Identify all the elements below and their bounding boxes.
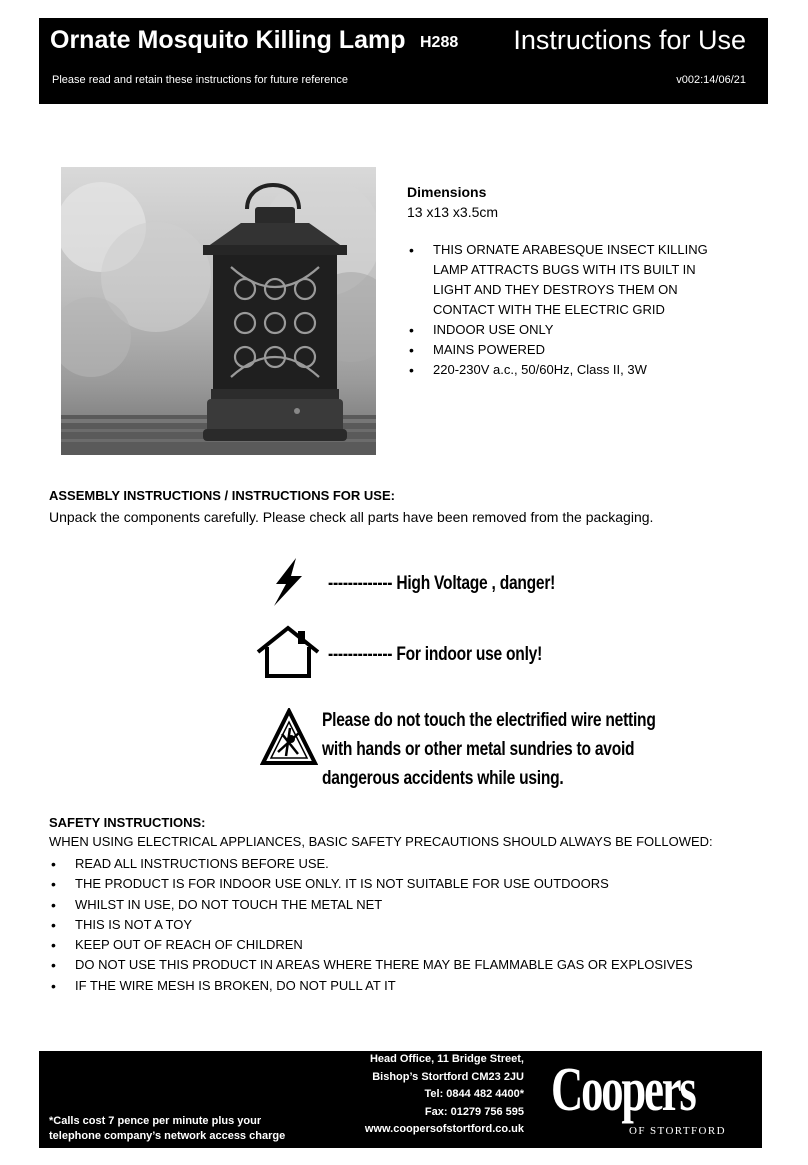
fax-line: Fax: 01279 756 595 (424, 1105, 524, 1118)
header-subtitle: Please read and retain these instructions for future reference (52, 74, 348, 86)
touch-warning-line: Please do not touch the electrified wire netting (322, 710, 656, 731)
instructions-title: Instructions for Use (513, 25, 746, 55)
mosquito-lamp-photo (61, 167, 376, 455)
safety-heading: SAFETY INSTRUCTIONS: (49, 815, 206, 830)
indoor-warning-text: For indoor use only! (396, 644, 543, 665)
list-item: • IF THE WIRE MESH IS BROKEN, DO NOT PULL AT IT (49, 976, 693, 996)
list-item: • INDOOR USE ONLY (407, 320, 727, 340)
indoor-warning (328, 644, 542, 666)
product-code: H288 (420, 34, 459, 51)
list-item: • THIS ORNATE ARABESQUE INSECT KILLING LAMP ATTRACTS BUGS WITH ITS BUILT IN LIGHT AND THEY DESTROYS THEM ON CONTACT WITH THE ELECTRIC GRID (407, 240, 727, 320)
version-label: v002:14/06/21 (676, 74, 746, 86)
call-cost-note (49, 1114, 285, 1144)
dash-line: ------------- (328, 644, 393, 665)
voltage-warning (328, 573, 555, 595)
lightning-bolt-icon (270, 556, 306, 608)
note-line: telephone company’s network access charge (49, 1130, 286, 1142)
house-icon (255, 625, 321, 680)
touch-warning-line: with hands or other metal sundries to avoid (322, 739, 635, 760)
list-item: • DO NOT USE THIS PRODUCT IN AREAS WHERE THERE MAY BE FLAMMABLE GAS OR EXPLOSIVES (49, 955, 693, 975)
dimensions-value: 13 x13 x3.5cm (407, 204, 499, 220)
touch-warning-line: dangerous accidents while using. (322, 768, 564, 789)
list-item: • THE PRODUCT IS FOR INDOOR USE ONLY. IT IS NOT SUITABLE FOR USE OUTDOORS (49, 874, 693, 894)
safety-intro: WHEN USING ELECTRICAL APPLIANCES, BASIC SAFETY PRECAUTIONS SHOULD ALWAYS BE FOLLOWED: (49, 834, 713, 849)
address-line: Head Office, 11 Bridge Street, (369, 1053, 524, 1065)
dimensions-label: Dimensions (407, 184, 487, 200)
assembly-heading: ASSEMBLY INSTRUCTIONS / INSTRUCTIONS FOR USE: (49, 488, 395, 503)
list-item: • WHILST IN USE, DO NOT TOUCH THE METAL NET (49, 895, 693, 915)
touch-warning (322, 706, 656, 793)
dimensions-block (407, 182, 498, 222)
note-line: *Calls cost 7 pence per minute plus your (49, 1115, 262, 1127)
hazard-triangle-icon (260, 708, 318, 766)
brand-logo: Coopers (551, 1056, 695, 1124)
list-item: • KEEP OUT OF REACH OF CHILDREN (49, 935, 693, 955)
list-item: • THIS IS NOT A TOY (49, 915, 693, 935)
brand-subtitle: OF STORTFORD (629, 1125, 726, 1137)
phone-line: Tel: 0844 482 4400* (424, 1088, 524, 1100)
voltage-warning-text: High Voltage , danger! (396, 573, 556, 594)
website-link: www.coopersofstortford.co.uk (364, 1123, 524, 1135)
list-item: • READ ALL INSTRUCTIONS BEFORE USE. (49, 854, 693, 874)
safety-list (49, 854, 693, 996)
feature-list (407, 240, 727, 380)
document-title: Ornate Mosquito Killing Lamp (50, 26, 406, 54)
company-address (365, 1051, 524, 1139)
footer-bar (39, 1051, 762, 1148)
dash-line: ------------- (328, 573, 393, 594)
list-item: • MAINS POWERED (407, 340, 727, 360)
header-bar (39, 18, 768, 104)
assembly-text: Unpack the components carefully. Please check all parts have been removed from the packaging. (49, 509, 654, 525)
address-line: Bishop’s Stortford CM23 2JU (372, 1070, 524, 1083)
list-item: • 220-230V a.c., 50/60Hz, Class II, 3W (407, 360, 727, 380)
